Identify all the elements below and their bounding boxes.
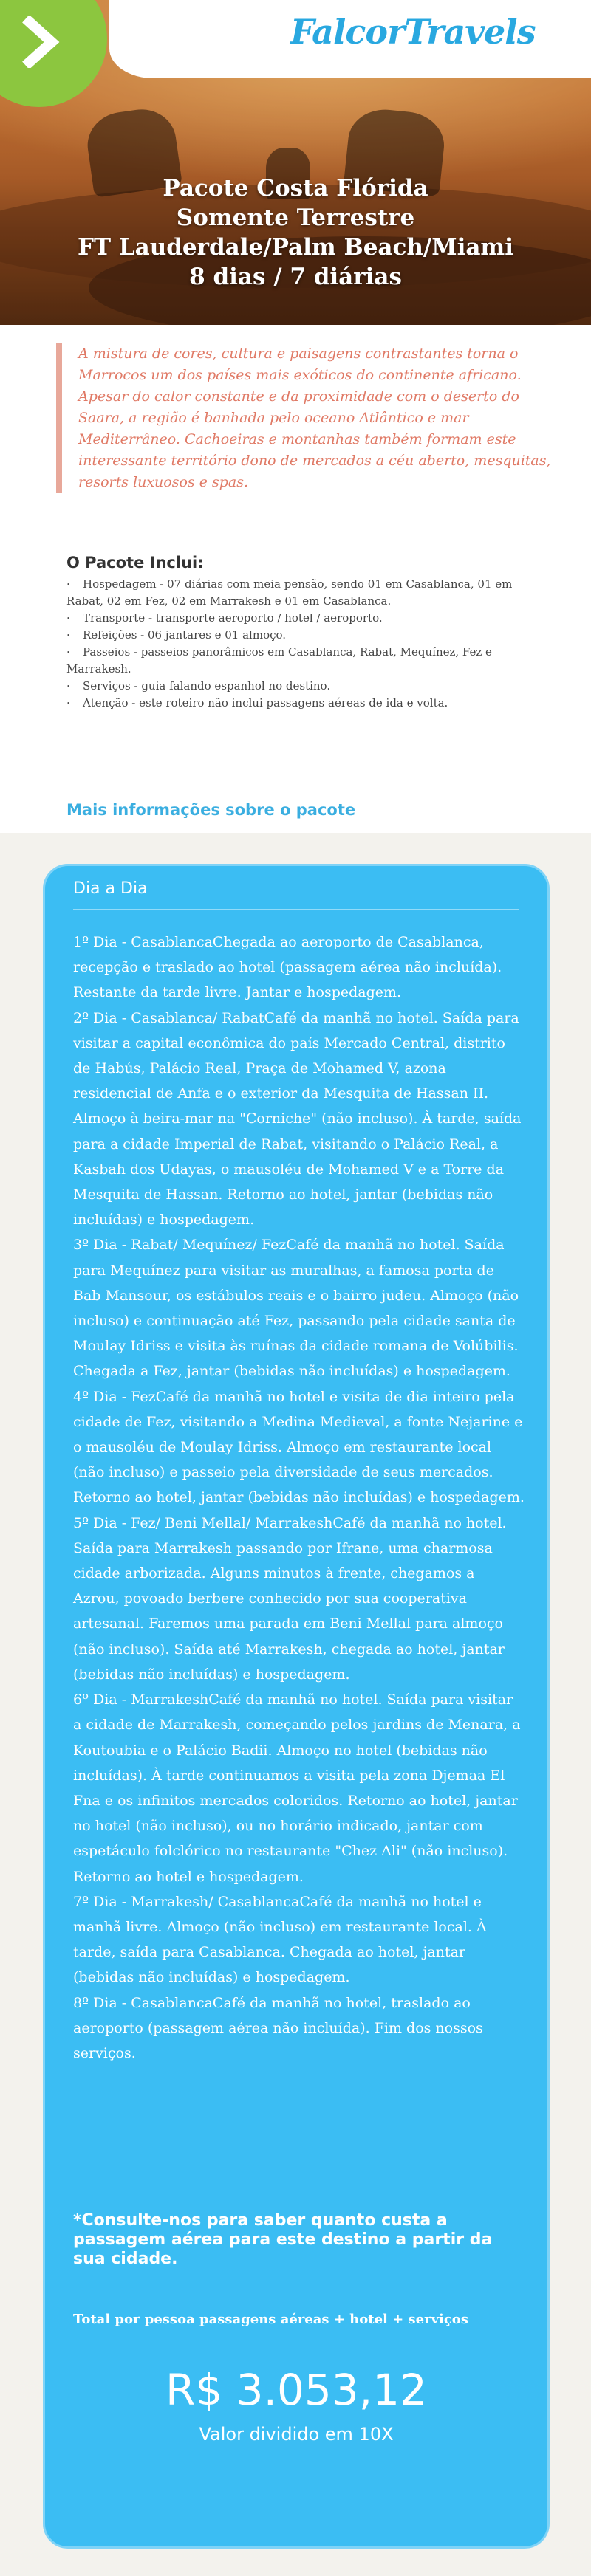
list-item: · Refeições - 06 jantares e 01 almoço. — [66, 628, 287, 642]
itinerary-card — [43, 864, 550, 2549]
day-entry: 6º Dia - MarrakeshCafé da manhã no hotel. Saída para visitar a cidade de Marrakesh, começando pelos jardins de Menara, a Koutoubia e o Palácio Badii. Almoço no hotel (bebidas não incluídas). À tarde continuamos a visita pela zona Djemaa El Fna e os infinitos mercados coloridos. Retorno ao hotel, jantar no hotel (não incluso), ou no horário indicado, jantar com espetáculo folclórico no restaurante "Chez Ali" (não incluso). Retorno ao hotel e hospedagem. — [73, 1691, 521, 1885]
list-item: · Transporte - transporte aeroporto / hotel / aeroporto. — [66, 611, 383, 625]
hero-banner — [0, 0, 591, 325]
includes-list — [66, 576, 539, 712]
package-title-line: Somente Terrestre — [176, 205, 415, 231]
package-title — [0, 174, 591, 292]
day-entry: 4º Dia - FezCafé da manhã no hotel e visita de dia inteiro pela cidade de Fez, visitando a Medina Medieval, a fonte Nejarine e o mausoléu de Moulay Idriss. Almoço em restaurante local (não incluso) e passeio pela diversidade de seus mercados. Retorno ao hotel, jantar (bebidas não incluídas) e hospedagem. — [73, 1388, 525, 1506]
total-label: Total por pessoa passagens aéreas + hotel + serviços — [73, 2312, 468, 2327]
package-title-line: 8 dias / 7 diárias — [189, 264, 402, 290]
day-entry: 1º Dia - CasablancaChegada ao aeroporto de Casablanca, recepção e traslado ao hotel (passagem aérea não incluída). Restante da tarde livre. Jantar e hospedagem. — [73, 934, 502, 1001]
list-item: · Serviços - guia falando espanhol no destino. — [66, 679, 331, 693]
list-item: · Hospedagem - 07 diárias com meia pensão, sendo 01 em Casablanca, 01 em Rabat, 02 em Fez, 02 em Marrakesh e 01 em Casablanca. — [66, 577, 513, 608]
airfare-note: *Consulte-nos para saber quanto custa a passagem aérea para este destino a partir da sua cidade. — [73, 2211, 493, 2268]
intro-quote: A mistura de cores, cultura e paisagens contrastantes torna o Marrocos um dos países mais exóticos do continente africano. Apesar do calor constante e da proximidade com o deserto do Saara, a região é banhada pelo oceano Atlântico e mar Mediterrâneo. Cachoeiras e montanhas também formam este interessante território dono de mercados a céu aberto, mesquitas, resorts luxuosos e spas. — [56, 343, 558, 493]
brand-logo[interactable]: FalcorTravels — [290, 12, 536, 52]
price-value: R$ 3.053,12 — [165, 2365, 427, 2415]
day-entry: 2º Dia - Casablanca/ RabatCafé da manhã no hotel. Saída para visitar a capital econômica do país Mercado Central, distrito de Habús, Palácio Real, Praça de Mohamed V, azona residencial de Anfa e o exterior da Mesquita de Hassan II. Almoço à beira-mar na "Corniche" (não incluso). À tarde, saída para a cidade Imperial de Rabat, visitando o Palácio Real, a Kasbah dos Udayas, o mausoléu de Mohamed V e a Torre da Mesquita de Hassan. Retorno ao hotel, jantar (bebidas não incluídas) e hospedagem. — [73, 1009, 522, 1229]
day-entry: 3º Dia - Rabat/ Mequínez/ FezCafé da manhã no hotel. Saída para Mequínez para visitar as muralhas, a famosa porta de Bab Mansour, os estábulos reais e o bairro judeu. Almoço (não incluso) e continuação até Fez, passando pela cidade santa de Moulay Idriss e visita às ruínas da cidade romana de Volúbilis. Chegada a Fez, jantar (bebidas não incluídas) e hospedagem. — [73, 1237, 519, 1380]
day-entry: 5º Dia - Fez/ Beni Mellal/ MarrakeshCafé da manhã no hotel. Saída para Marrakesh passando por Ifrane, uma charmosa cidade arborizada. Alguns minutos à frente, chegamos a Azrou, povoado berbere conhecido por sua cooperativa artesanal. Faremos uma parada em Beni Mellal para almoço (não incluso). Saída até Marrakesh, chegada ao hotel, jantar (bebidas não incluídas) e hospedagem. — [73, 1514, 507, 1683]
package-includes — [66, 554, 539, 712]
itinerary-days — [73, 930, 525, 2066]
day-entry: 7º Dia - Marrakesh/ CasablancaCafé da manhã no hotel e manhã livre. Almoço (não incluso) em restaurante local. À tarde, saída para Casablanca. Chegada ao hotel, jantar (bebidas não incluídas) e hospedagem. — [73, 1893, 487, 1986]
package-title-line: FT Lauderdale/Palm Beach/Miami — [77, 234, 514, 261]
divider — [73, 909, 519, 910]
logo-container — [109, 0, 591, 78]
includes-title: O Pacote Inclui: — [66, 554, 204, 571]
day-entry: 8º Dia - CasablancaCafé da manhã no hotel, traslado ao aeroporto (passagem aérea não incluída). Fim dos nossos serviços. — [73, 1994, 483, 2061]
more-info-link[interactable]: Mais informações sobre o pacote — [66, 801, 356, 819]
chevron-right-icon — [16, 16, 68, 68]
list-item: · Atenção - este roteiro não inclui passagens aéreas de ida e volta. — [66, 696, 448, 710]
itinerary-title: Dia a Dia — [73, 879, 148, 898]
list-item: · Passeios - passeios panorâmicos em Casablanca, Rabat, Mequínez, Fez e Marrakesh. — [66, 645, 492, 676]
package-title-line: Pacote Costa Flórida — [163, 175, 428, 202]
installment-note: Valor dividido em 10X — [199, 2424, 394, 2445]
